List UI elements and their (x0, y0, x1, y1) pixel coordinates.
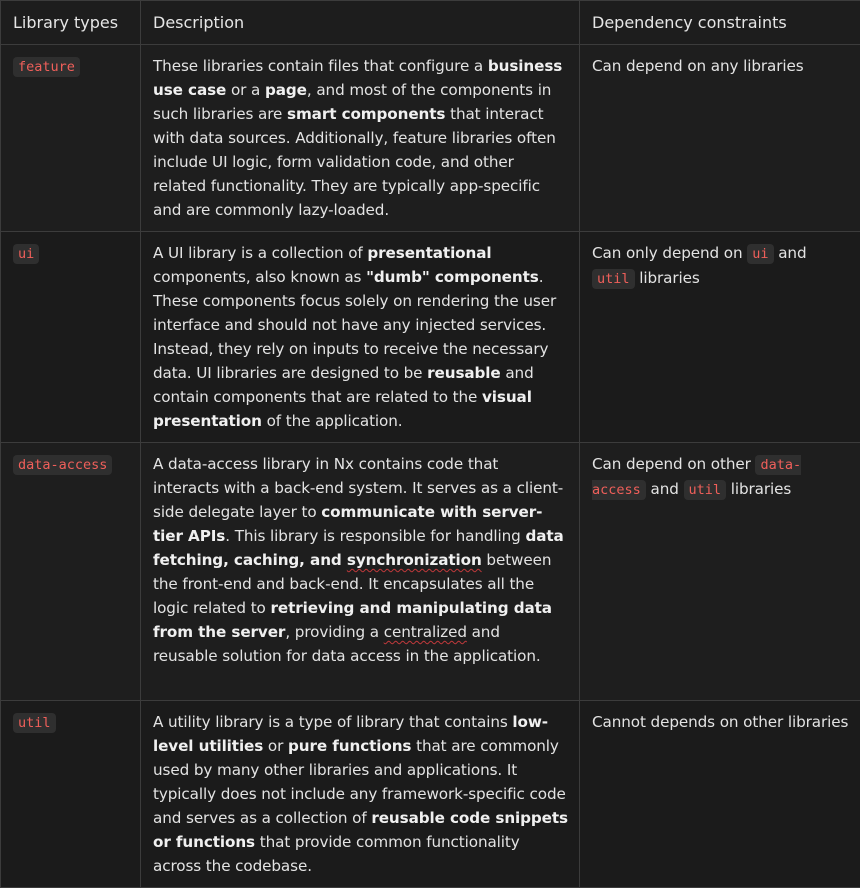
bold-text: synchronization (347, 551, 482, 569)
description-cell (141, 443, 580, 701)
bold-text: low-level utilities (153, 713, 548, 755)
text-segment: between the front-end and back-end. It encapsulates all the logic related to (153, 551, 551, 617)
bold-text: reusable code snippets or functions (153, 809, 568, 851)
table-row (1, 232, 860, 443)
text-segment: . This library is responsible for handling (225, 527, 525, 545)
dependency-cell (580, 232, 860, 443)
library-type-cell (1, 701, 141, 888)
inline-code: util (592, 269, 635, 289)
bold-text: pure functions (288, 737, 411, 755)
bold-text: presentational (367, 244, 491, 262)
bold-text: page (265, 81, 307, 99)
dependency-cell (580, 443, 860, 701)
description-cell (141, 701, 580, 888)
table-row (1, 443, 860, 701)
bold-text: "dumb" components (366, 268, 539, 286)
text-segment: components, also known as (153, 268, 366, 286)
library-type-code: feature (13, 57, 80, 77)
text-segment: , providing a (285, 623, 383, 641)
header-description: Description (141, 1, 580, 45)
text-segment: . These components focus solely on rendering the user interface and should not have any injected services. Instead, they rely on inputs to receive the necessary data. UI libraries are designed to be (153, 268, 556, 382)
library-type-code: util (13, 713, 56, 733)
text-segment: that are commonly used by many other libraries and applications. It typically does not include any framework-specific code and serves as a collection of (153, 737, 566, 827)
bold-text: reusable (427, 364, 500, 382)
library-type-code: data-access (13, 455, 112, 475)
table-row (1, 701, 860, 888)
text-segment: that provide common functionality across the codebase. (153, 833, 520, 875)
bold-text: business use case (153, 57, 562, 99)
text-segment: or a (226, 81, 265, 99)
library-type-code: ui (13, 244, 39, 264)
library-type-cell (1, 232, 141, 443)
text-segment: of the application. (262, 412, 403, 430)
inline-code: util (684, 480, 727, 500)
library-type-cell (1, 45, 141, 232)
header-dependency-constraints: Dependency constraints (580, 1, 860, 45)
text-segment: Can depend on other (592, 455, 755, 473)
text-segment: and (774, 244, 807, 262)
dependency-cell (580, 701, 860, 888)
bold-text: smart components (287, 105, 445, 123)
inline-code: data-access (592, 455, 801, 500)
table-row (1, 45, 860, 232)
text-segment: A UI library is a collection of (153, 244, 367, 262)
library-type-cell (1, 443, 141, 701)
header-library-types: Library types (1, 1, 141, 45)
text-segment: or (263, 737, 288, 755)
text-segment: These libraries contain files that configure a (153, 57, 488, 75)
bold-text: visual presentation (153, 388, 532, 430)
bold-text: communicate with server-tier APIs (153, 503, 542, 545)
text-segment: that interact with data sources. Additionally, feature libraries often include UI logic, form validation code, and other related functionality. They are typically app-specific and are commonly lazy-loaded. (153, 105, 556, 219)
text-segment: Can only depend on (592, 244, 747, 262)
text-segment: and contain components that are related to the (153, 364, 534, 406)
text-segment: and reusable solution for data access in the application. (153, 623, 541, 665)
text-segment: , and most of the components in such libraries are (153, 81, 551, 123)
text-segment: Can depend on any libraries (592, 57, 804, 75)
text-segment: Cannot depends on other libraries (592, 713, 848, 731)
text-segment: centralized (384, 623, 467, 641)
description-cell (141, 232, 580, 443)
bold-text: data fetching, caching, and (153, 527, 564, 569)
text-segment: A data-access library in Nx contains code that interacts with a back-end system. It serves as a client-side delegate layer to (153, 455, 563, 521)
header-row (1, 1, 860, 45)
inline-code: ui (747, 244, 773, 264)
text-segment: and (646, 480, 684, 498)
text-segment: A utility library is a type of library that contains (153, 713, 512, 731)
description-cell (141, 45, 580, 232)
bold-text: retrieving and manipulating data from the server (153, 599, 552, 641)
text-segment: libraries (635, 269, 700, 287)
dependency-cell (580, 45, 860, 232)
text-segment: libraries (726, 480, 791, 498)
